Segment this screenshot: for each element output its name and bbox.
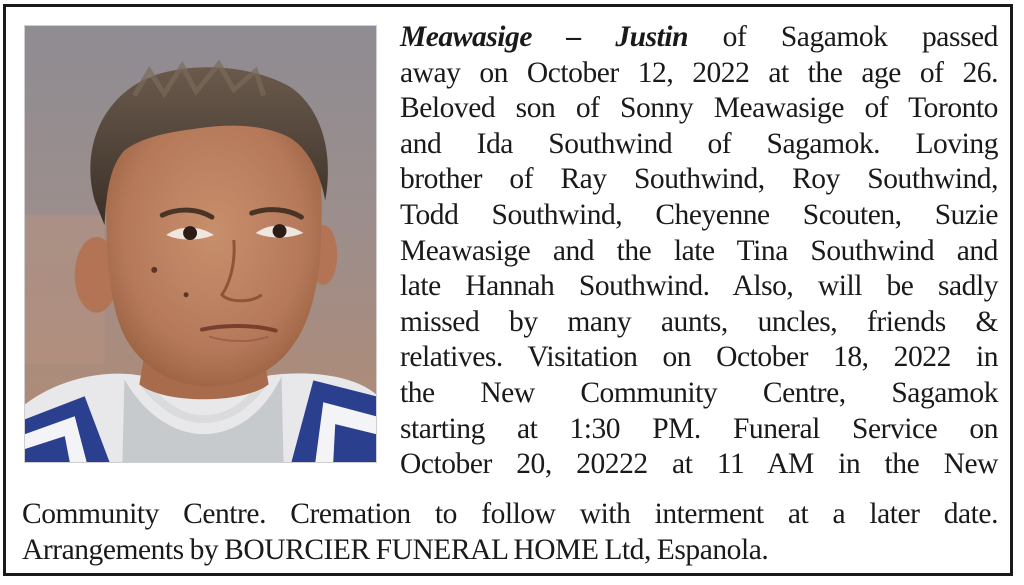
name-dash: –: [566, 21, 581, 53]
obituary-text-right: [400, 20, 998, 483]
text-line: and Ida Southwind of Sagamok. Loving: [400, 127, 998, 160]
text-line: relatives. Visitation on October 18, 2022 in: [400, 341, 998, 374]
text-line: late Hannah Southwind. Also, will be sadly: [400, 270, 998, 303]
text-line-segment: of Sagamok passed: [722, 21, 998, 53]
text-line: Beloved son of Sonny Meawasige of Toronto: [400, 92, 998, 125]
deceased-given-name: Justin: [615, 21, 689, 53]
text-line: Arrangements by BOURCIER FUNERAL HOME Ltd, Espanola.: [22, 533, 769, 566]
text-line: [400, 20, 998, 56]
text-line: October 20, 20222 at 11 AM in the New: [400, 448, 998, 481]
text-line: the New Community Centre, Sagamok: [400, 376, 998, 409]
obituary-text-full-width: [22, 497, 998, 568]
text-line: Community Centre. Cremation to follow with interment at a later date.: [22, 498, 998, 530]
portrait-photo: [24, 25, 377, 463]
text-line: brother of Ray Southwind, Roy Southwind,: [400, 163, 998, 196]
text-line: starting at 1:30 PM. Funeral Service on: [400, 412, 998, 445]
text-line: Todd Southwind, Cheyenne Scouten, Suzie: [400, 198, 998, 231]
text-line: missed by many aunts, uncles, friends &: [400, 305, 998, 338]
text-line: away on October 12, 2022 at the age of 26.: [400, 56, 998, 89]
text-line: Meawasige and the late Tina Southwind and: [400, 234, 998, 267]
deceased-surname: Meawasige: [400, 21, 532, 53]
